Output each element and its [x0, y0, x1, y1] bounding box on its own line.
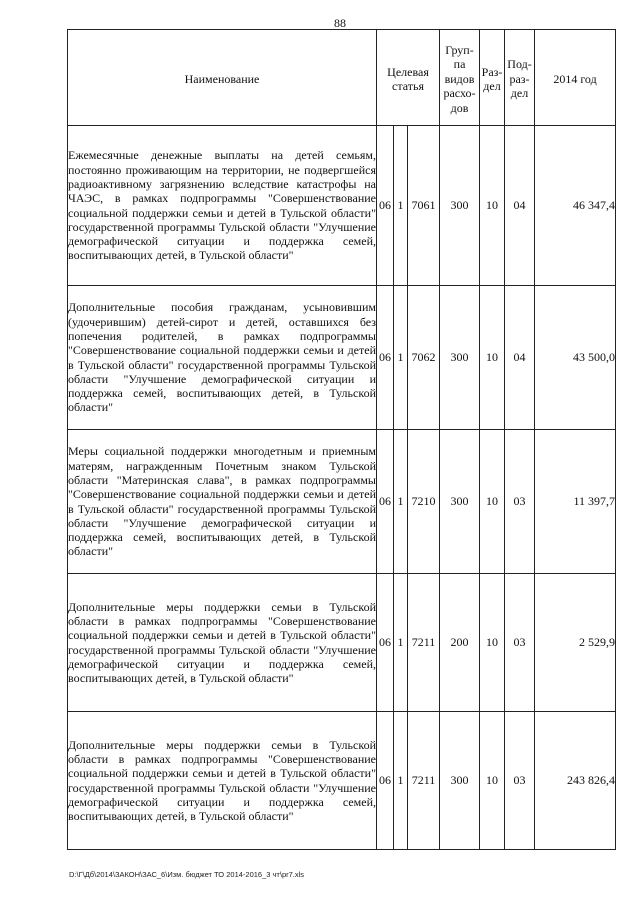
- row-name: Дополнительные меры поддержки семьи в Тульской области в рамках подпрограммы "Совершенствование социальной поддержки семьи и детей в Тульской области" государственной программы Тульской области "Улучшение демографической ситуации и поддержка семей, воспитывающих детей, в Тульской области": [68, 574, 377, 712]
- row-target-program: 06: [377, 712, 394, 850]
- table-row: [68, 574, 616, 712]
- footer-file-path: D:\Г\Дб\2014\ЗАКОН\ЗАС_6\Изм. бюджет ТО 2014-2016_3 чт\pr7.xls: [69, 870, 305, 879]
- row-target-program: 06: [377, 430, 394, 574]
- row-name: Ежемесячные денежные выплаты на детей семьям, постоянно проживающим на территории, не подвергшейся радиоактивному загрязнению вследствие катастрофы на ЧАЭС, в рамках подпрограммы "Совершенствование социальной поддержки семьи и детей в Тульской области" государственной программы Тульской области "Улучшение демографической ситуации и поддержка семей, воспитывающих детей, в Тульской области": [68, 126, 377, 286]
- table-header-row: [68, 30, 616, 126]
- row-subsection: 03: [505, 430, 535, 574]
- table-row: [68, 712, 616, 850]
- row-target-subprogram: 1: [394, 126, 408, 286]
- row-target-program: 06: [377, 126, 394, 286]
- row-target-subprogram: 1: [394, 574, 408, 712]
- row-name: Дополнительные пособия гражданам, усыновившим (удочерившим) детей-сирот и детей, оставшихся без попечения родителей, в рамках подпрограммы "Совершенствование социальной поддержки семьи и детей в Тульской области" государственной программы Тульской области "Улучшение демографической ситуации и поддержка семей, воспитывающих детей, в Тульской области": [68, 286, 377, 430]
- row-name: Меры социальной поддержки многодетным и приемным матерям, награжденным Почетным знаком Тульской области "Материнская слава", в рамках подпрограммы "Совершенствование социальной поддержки семьи и детей в Тульской области" государственной программы Тульской области "Улучшение демографической ситуации и поддержка семей, воспитывающих детей, в Тульской области": [68, 430, 377, 574]
- row-expense-group: 300: [440, 286, 480, 430]
- row-subsection: 03: [505, 712, 535, 850]
- row-expense-group: 300: [440, 126, 480, 286]
- header-section: Раз-дел: [480, 30, 505, 126]
- row-target-code: 7211: [408, 712, 440, 850]
- header-subsection: Под-раз-дел: [505, 30, 535, 126]
- row-subsection: 04: [505, 286, 535, 430]
- row-target-subprogram: 1: [394, 286, 408, 430]
- row-expense-group: 200: [440, 574, 480, 712]
- budget-table: [67, 29, 616, 850]
- row-expense-group: 300: [440, 712, 480, 850]
- row-amount: 243 826,4: [535, 712, 616, 850]
- row-section: 10: [480, 430, 505, 574]
- row-target-code: 7062: [408, 286, 440, 430]
- header-expense-group: Груп-па видов расхо-дов: [440, 30, 480, 126]
- row-subsection: 04: [505, 126, 535, 286]
- row-target-code: 7210: [408, 430, 440, 574]
- row-amount: 2 529,9: [535, 574, 616, 712]
- row-target-subprogram: 1: [394, 712, 408, 850]
- table-row: [68, 286, 616, 430]
- row-section: 10: [480, 574, 505, 712]
- row-target-program: 06: [377, 574, 394, 712]
- row-section: 10: [480, 126, 505, 286]
- table-row: [68, 126, 616, 286]
- row-subsection: 03: [505, 574, 535, 712]
- row-target-code: 7211: [408, 574, 440, 712]
- row-target-program: 06: [377, 286, 394, 430]
- header-year: 2014 год: [535, 30, 616, 126]
- row-section: 10: [480, 286, 505, 430]
- page-number: 88: [334, 16, 346, 30]
- row-amount: 43 500,0: [535, 286, 616, 430]
- row-amount: 11 397,7: [535, 430, 616, 574]
- row-name: Дополнительные меры поддержки семьи в Тульской области в рамках подпрограммы "Совершенствование социальной поддержки семьи и детей в Тульской области" государственной программы Тульской области "Улучшение демографической ситуации и поддержка семей, воспитывающих детей, в Тульской области": [68, 712, 377, 850]
- header-name: Наименование: [68, 30, 377, 126]
- table-row: [68, 430, 616, 574]
- row-target-subprogram: 1: [394, 430, 408, 574]
- row-target-code: 7061: [408, 126, 440, 286]
- row-section: 10: [480, 712, 505, 850]
- row-expense-group: 300: [440, 430, 480, 574]
- header-target-article: Целевая статья: [377, 30, 440, 126]
- row-amount: 46 347,4: [535, 126, 616, 286]
